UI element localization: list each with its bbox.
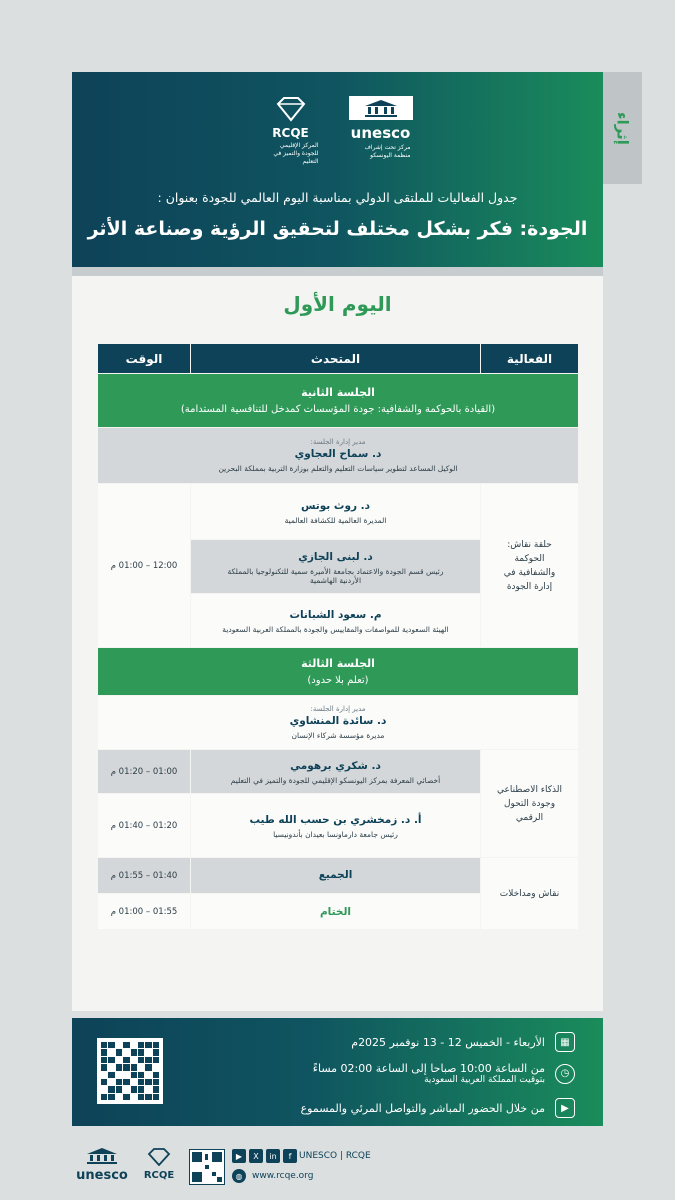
bottom-rcqe-logo: RCQE (138, 1148, 180, 1181)
speaker-role: رئيس قسم الجودة والاعتماد بجامعة الأميرة سمية للتكنولوجيا بالمملكة الأردنية الهاشمية (227, 566, 444, 585)
panel1-time: 12:00 – 01:00 م (98, 484, 191, 648)
facebook-icon[interactable]: f (283, 1149, 297, 1163)
social-icons (232, 1149, 297, 1163)
schedule-table (97, 343, 579, 930)
speaker-name: د. روث بوتس (300, 500, 371, 512)
speaker-name: د. لبنى الجازي (298, 550, 373, 563)
website-link[interactable]: www.rcqe.org (252, 1171, 314, 1181)
social-handle: UNESCO | RCQE (299, 1151, 371, 1161)
table-row (98, 750, 579, 794)
table-row (98, 858, 579, 894)
divider-strip (72, 267, 603, 276)
moderator-name: د. سائدة المنشاوي (289, 715, 387, 727)
bottom-unesco-logo: unesco (72, 1148, 132, 1183)
header-logos (72, 96, 603, 166)
side-tab (603, 72, 642, 184)
speaker-name: أ. د. زمخشري بن حسب الله طيب (249, 814, 422, 826)
discussion-speaker: الجميع (318, 868, 353, 881)
panel2-event: الذكاء الاصطناعي وجودة التحول الرقمي (481, 750, 579, 858)
session2-title: الجلسة الثانية (301, 386, 375, 399)
discussion-event: نقاش ومداخلات (481, 858, 579, 930)
moderator-name: د. سماح العجاوي (294, 448, 382, 460)
bottom-qr-code[interactable] (189, 1149, 225, 1185)
event-timezone: بتوقيت المملكة العربية السعودية (424, 1075, 545, 1085)
rcqe-diamond-icon (145, 1148, 173, 1166)
header-time: الوقت (98, 344, 191, 374)
event-title: الجودة: فكر بشكل مختلف لتحقيق الرؤية وصناعة الأثر (87, 218, 588, 240)
discussion-time: 01:40 – 01:55 م (98, 858, 191, 894)
linkedin-icon[interactable]: in (266, 1149, 280, 1163)
speaker-time: 01:00 – 01:20 م (98, 750, 191, 794)
unesco-temple-icon (349, 96, 413, 120)
header-speaker: المتحدث (191, 344, 481, 374)
speaker-role: الهيئة السعودية للمواصفات والمقاييس والجودة بالمملكة العربية السعودية (222, 625, 449, 634)
rcqe-diamond-icon (272, 96, 310, 122)
speaker-role: المديرة العالمية للكشافة العالمية (284, 516, 387, 525)
header-banner (72, 72, 603, 267)
session3-subtitle: (تعلم بلا حدود) (307, 675, 369, 686)
time-row (313, 1062, 575, 1085)
calendar-icon: ▦ (555, 1032, 575, 1052)
footer-info (72, 1018, 603, 1126)
speaker-time: 01:20 – 01:40 م (98, 794, 191, 858)
bottom-bar (72, 1140, 603, 1190)
qr-code[interactable] (97, 1038, 163, 1104)
x-icon[interactable]: X (249, 1149, 263, 1163)
header-event: الفعالية (481, 344, 579, 374)
rcqe-logo: RCQE المركز الإقليمي للجودة والتميز في التعليم (263, 96, 319, 166)
event-date: الأربعاء - الخميس 12 - 13 نوفمبر 2025م (351, 1035, 545, 1049)
unesco-logo: unesco مركز تحت إشراف منظمة اليونسكو (349, 96, 413, 160)
session2-moderator-row: مدير إدارة الجلسة: د. سماح العجاوي الوكيل المساعد لتطوير سياسات التعليم والتعلم بوزارة التربية بمملكة البحرين (98, 428, 579, 484)
video-camera-icon: ▶ (555, 1098, 575, 1118)
speaker-role: رئيس جامعة دارماونسا بعيدان بأندونيسيا (273, 830, 398, 839)
moderator-role: الوكيل المساعد لتطوير سياسات التعليم والتعلم بوزارة التربية بمملكة البحرين (218, 464, 458, 473)
event-time: من الساعة 10:00 صباحا إلى الساعة 02:00 مساءً (312, 1062, 545, 1075)
date-row (351, 1032, 575, 1052)
closing-label: الختام (319, 905, 352, 918)
speaker-name: د. شكري برهومي (290, 760, 381, 772)
session3-moderator-row: مدير إدارة الجلسة: د. سائدة المنشاوي مديرة مؤسسة شركاء الإنسان (98, 696, 579, 750)
session2-row (98, 374, 579, 428)
side-tab-label: إثراء (613, 111, 632, 145)
session2-subtitle: (القيادة بالحوكمة والشفافية: جودة المؤسسات كمدخل للتنافسية المستدامة) (180, 404, 496, 415)
table-row (98, 484, 579, 540)
session3-title: الجلسة الثالثة (301, 657, 375, 670)
moderator-role: مديرة مؤسسة شركاء الإنسان (291, 731, 385, 740)
mode-row (301, 1098, 575, 1118)
attendance-mode: من خلال الحضور المباشر والتواصل المرئي والمسموع (300, 1101, 545, 1115)
day-title: اليوم الأول (283, 292, 392, 316)
closing-time: 01:55 – 01:00 م (98, 894, 191, 930)
speaker-role: أخصائي المعرفة بمركز اليونسكو الإقليمي للجودة والتميز في التعليم (230, 776, 441, 785)
panel1-event: حلقة نقاش: الحوكمة والشفافية في إدارة الجودة (481, 484, 579, 648)
clock-icon: ◷ (555, 1064, 575, 1084)
youtube-icon[interactable]: ▶ (232, 1149, 246, 1163)
speaker-name: م. سعود الشبانات (289, 609, 382, 621)
event-intro: جدول الفعاليات للملتقى الدولي بمناسبة اليوم العالمي للجودة بعنوان : (157, 190, 518, 205)
table-header-row (98, 344, 579, 374)
globe-icon: ◍ (232, 1169, 246, 1183)
unesco-temple-icon (85, 1148, 119, 1164)
session3-row (98, 648, 579, 696)
